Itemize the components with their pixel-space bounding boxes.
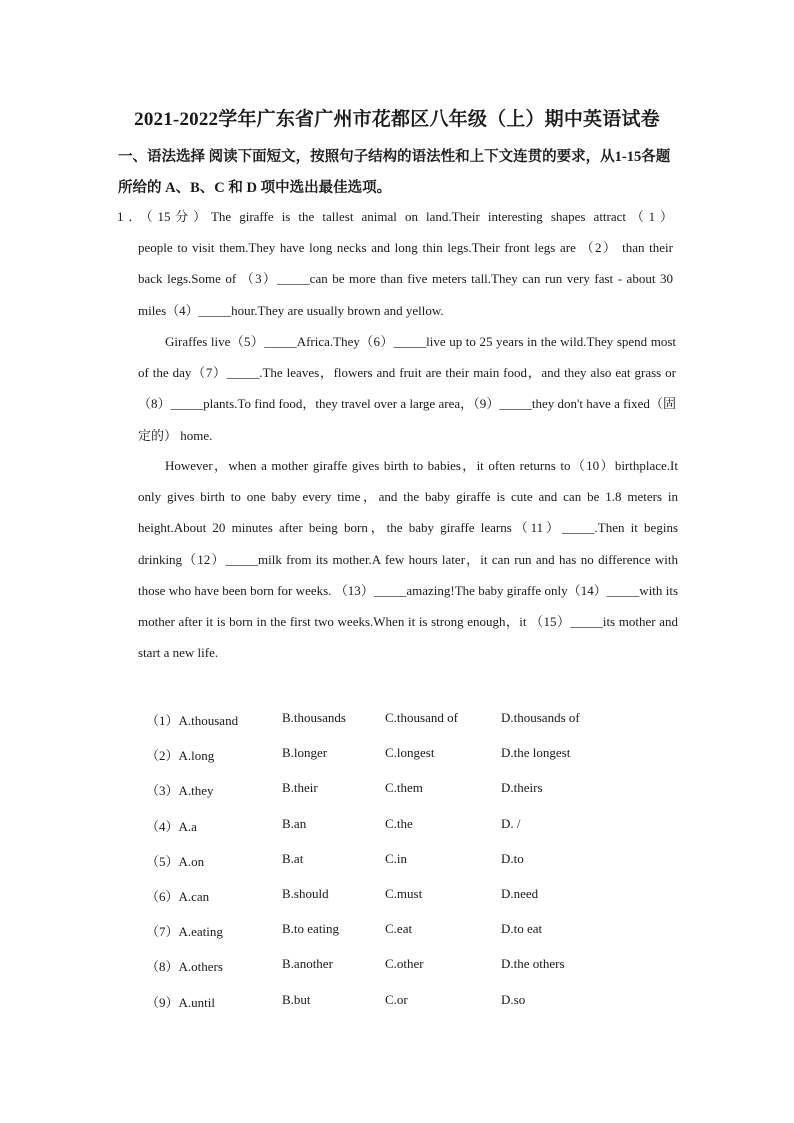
- option-row: [146, 737, 646, 772]
- option-d[interactable]: D.need: [501, 885, 539, 901]
- option-a[interactable]: （9）A.until: [146, 994, 215, 1010]
- option-c[interactable]: C.other: [385, 956, 424, 972]
- section-heading: 一、语法选择 阅读下面短文，按照句子结构的语法性和上下文连贯的要求，从1-15各题所给的 A、B、C 和 D 项中选出最佳选项。: [118, 149, 671, 196]
- option-d[interactable]: D.to eat: [501, 921, 543, 937]
- option-b[interactable]: B.longer: [282, 745, 328, 761]
- option-d[interactable]: D.the longest: [501, 745, 571, 761]
- option-b[interactable]: B.an: [282, 815, 307, 831]
- option-b[interactable]: B.thousands: [282, 710, 346, 725]
- passage-paragraph-2: Giraffes live（5）_____Africa.They（6）_____live up to 25 years in the wild.They spend most of the day（7）_____.The leaves，flowers and fruit are their main food，and they also eat grass or（8）_____plants.To find food，they travel over a large area，（9）_____they don't have a fixed（固定的） home.: [138, 334, 676, 443]
- option-row: [146, 878, 646, 913]
- option-d[interactable]: D.the others: [501, 956, 565, 972]
- option-row: [146, 702, 646, 737]
- option-row: [146, 808, 646, 843]
- passage-paragraph-3: However，when a mother giraffe gives birth to babies，it often returns to（10）birthplace.It only gives birth to one baby every time，and the baby giraffe is cute and can be 1.8 meters in height.About 20 minutes after being born，the baby giraffe learns（11）_____.Then it begins drinking（12）_____milk from its mother.A few hours later，it can run and has no difference with those who have been born for weeks. （13）_____amazing!The baby giraffe only（14）_____with its mother after it is born in the first two weeks.When it is strong enough，it （15）_____its mother and start a new life.: [138, 458, 678, 661]
- option-a[interactable]: （5）A.on: [146, 853, 205, 869]
- option-b[interactable]: B.to eating: [282, 921, 340, 937]
- option-d[interactable]: D.so: [501, 991, 526, 1007]
- option-d[interactable]: D.theirs: [501, 780, 543, 796]
- option-c[interactable]: C.thousand of: [385, 710, 458, 725]
- option-row: [146, 948, 646, 983]
- option-a[interactable]: （6）A.can: [146, 888, 210, 904]
- option-c[interactable]: C.must: [385, 885, 423, 901]
- option-b[interactable]: B.their: [282, 780, 318, 796]
- option-row: [146, 984, 646, 1019]
- question-line1: （15分）The giraffe is the tallest animal on land.Their interesting shapes attract（1）: [146, 209, 673, 224]
- option-b[interactable]: B.but: [282, 991, 311, 1007]
- question-first-line: [117, 201, 673, 232]
- option-b[interactable]: B.another: [282, 956, 333, 972]
- question-number: 1．: [117, 209, 147, 224]
- option-b[interactable]: B.at: [282, 850, 304, 866]
- option-d[interactable]: D.thousands of: [501, 710, 580, 725]
- option-c[interactable]: C.the: [385, 815, 413, 831]
- option-a[interactable]: （3）A.they: [146, 783, 214, 799]
- option-a[interactable]: （7）A.eating: [146, 924, 223, 940]
- option-c[interactable]: C.them: [385, 780, 423, 796]
- option-row: [146, 913, 646, 948]
- option-d[interactable]: D. /: [501, 815, 521, 831]
- option-c[interactable]: C.in: [385, 850, 408, 866]
- question-line-rest: people to visit them.They have long necks and long thin legs.Their front legs are （2） than their back legs.Some of （3）_____can be more than five meters tall.They can run very fast - about 30 miles（4）_____hour.They are usually brown and yellow.: [138, 240, 673, 318]
- page-title: 2021-2022学年广东省广州市花都区八年级（上）期中英语试卷: [134, 109, 660, 130]
- option-row: [146, 772, 646, 807]
- option-a[interactable]: （2）A.long: [146, 748, 215, 764]
- question-paragraph-1: [117, 201, 673, 326]
- option-c[interactable]: C.or: [385, 991, 408, 1007]
- option-row: [146, 843, 646, 878]
- option-d[interactable]: D.to: [501, 850, 524, 866]
- option-c[interactable]: C.eat: [385, 921, 413, 937]
- option-a[interactable]: （1）A.thousand: [146, 713, 239, 728]
- option-a[interactable]: （8）A.others: [146, 959, 223, 975]
- option-c[interactable]: C.longest: [385, 745, 435, 761]
- option-a[interactable]: （4）A.a: [146, 818, 197, 834]
- options-list: [146, 702, 646, 1019]
- option-b[interactable]: B.should: [282, 885, 329, 901]
